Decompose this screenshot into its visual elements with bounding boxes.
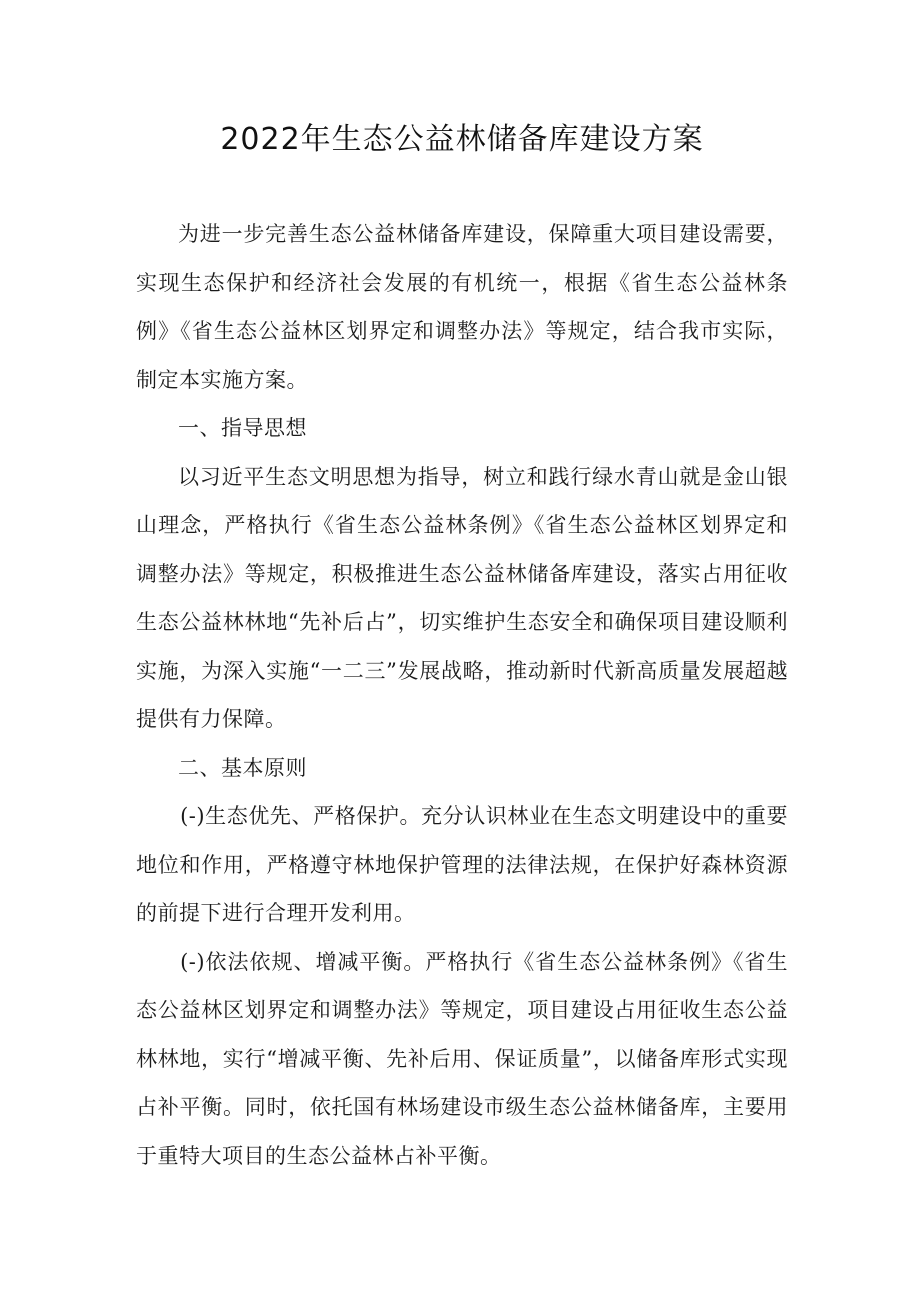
principle-ecology-first-paragraph: (-)生态优先、严格保护。充分认识林业在生态文明建设中的重要地位和作用，严格遵守林地保护管理的法律法规，在保护好森林资源的前提下进行合理开发利用。 [136,804,788,925]
intro-paragraph: 为进一步完善生态公益林储备库建设，保障重大项目建设需要，实现生态保护和经济社会发展的有机统一，根据《省生态公益林条例》《省生态公益林区划界定和调整办法》等规定，结合我市实际，制定本实施方案。 [136,222,788,392]
guiding-ideology-paragraph: 以习近平生态文明思想为指导，树立和践行绿水青山就是金山银山理念，严格执行《省生态公益林条例》《省生态公益林区划界定和调整办法》等规定，积极推进生态公益林储备库建设，落实占用征收生态公益林林地“先补后占”，切实维护生态安全和确保项目建设顺利实施，为深入实施“一二三”发展战略，推动新时代新高质量发展超越提供有力保障。 [136,464,788,731]
principle-lawful-balance-paragraph: (-)依法依规、增减平衡。严格执行《省生态公益林条例》《省生态公益林区划界定和调整办法》等规定，项目建设占用征收生态公益林林地，实行“增减平衡、先补后用、保证质量”，以储备库形式实现占补平衡。同时，依托国有林场建设市级生态公益林储备库，主要用于重特大项目的生态公益林占补平衡。 [136,949,788,1168]
document-body [136,210,788,1180]
section-heading-basic-principles: 二、基本原则 [178,755,307,780]
document-title: 2022年生态公益林储备库建设方案 [220,122,704,157]
section-heading-guiding-ideology: 一、指导思想 [178,416,307,440]
